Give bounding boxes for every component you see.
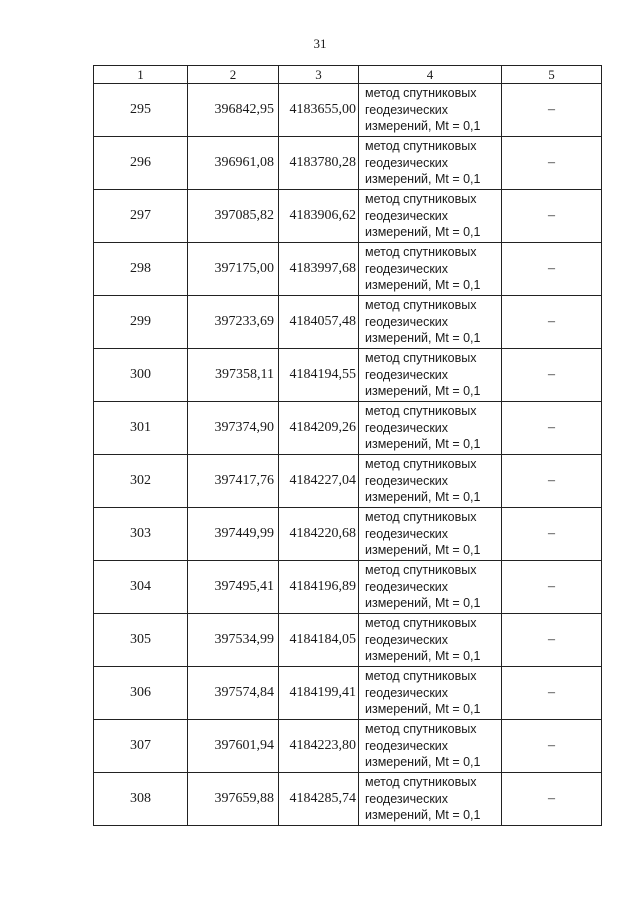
y-coordinate-cell: 4184223,80 <box>279 720 359 773</box>
method-text-line: метод спутниковых <box>365 669 477 684</box>
note-cell: – <box>502 614 602 667</box>
table-header-row <box>94 66 602 84</box>
table-body <box>94 84 602 826</box>
y-coordinate-cell: 4184209,26 <box>279 402 359 455</box>
point-number-cell: 299 <box>94 296 188 349</box>
x-coordinate-cell: 397574,84 <box>188 667 279 720</box>
y-coordinate-cell: 4184199,41 <box>279 667 359 720</box>
method-text-line: измерений, Mt = 0,1 <box>365 543 481 558</box>
point-number-cell: 301 <box>94 402 188 455</box>
table-row <box>94 508 602 561</box>
y-coordinate-cell: 4184184,05 <box>279 614 359 667</box>
method-cell <box>359 349 502 402</box>
method-text-line: измерений, Mt = 0,1 <box>365 596 481 611</box>
method-text-line: геодезических <box>365 155 449 170</box>
point-number-cell: 302 <box>94 455 188 508</box>
method-text-line: геодезических <box>365 102 449 117</box>
table-row <box>94 773 602 826</box>
y-coordinate-cell: 4183997,68 <box>279 243 359 296</box>
method-cell <box>359 455 502 508</box>
method-text-line: измерений, Mt = 0,1 <box>365 808 481 823</box>
table-header <box>94 66 602 84</box>
method-text-line: геодезических <box>365 420 449 435</box>
method-text-line: метод спутниковых <box>365 457 477 472</box>
x-coordinate-cell: 397233,69 <box>188 296 279 349</box>
method-text-line: метод спутниковых <box>365 404 477 419</box>
method-text-line: измерений, Mt = 0,1 <box>365 384 481 399</box>
table-row <box>94 349 602 402</box>
y-coordinate-cell: 4184194,55 <box>279 349 359 402</box>
method-text-line: измерений, Mt = 0,1 <box>365 437 481 452</box>
table-row <box>94 84 602 137</box>
method-text-line: метод спутниковых <box>365 86 477 101</box>
method-text-line: геодезических <box>365 579 449 594</box>
point-number-cell: 298 <box>94 243 188 296</box>
y-coordinate-cell: 4184196,89 <box>279 561 359 614</box>
x-coordinate-cell: 397449,99 <box>188 508 279 561</box>
y-coordinate-cell: 4184227,04 <box>279 455 359 508</box>
method-text-line: метод спутниковых <box>365 563 477 578</box>
point-number-cell: 300 <box>94 349 188 402</box>
point-number-cell: 305 <box>94 614 188 667</box>
note-cell: – <box>502 402 602 455</box>
note-cell: – <box>502 84 602 137</box>
method-cell <box>359 773 502 826</box>
method-text-line: измерений, Mt = 0,1 <box>365 119 481 134</box>
method-text-line: измерений, Mt = 0,1 <box>365 278 481 293</box>
y-coordinate-cell: 4183780,28 <box>279 137 359 190</box>
column-header-4: 4 <box>359 66 502 84</box>
method-text-line: геодезических <box>365 208 449 223</box>
x-coordinate-cell: 397495,41 <box>188 561 279 614</box>
table-row <box>94 614 602 667</box>
column-header-3: 3 <box>279 66 359 84</box>
table-row <box>94 296 602 349</box>
method-cell <box>359 137 502 190</box>
method-text-line: геодезических <box>365 314 449 329</box>
y-coordinate-cell: 4184057,48 <box>279 296 359 349</box>
method-text-line: геодезических <box>365 526 449 541</box>
method-text-line: измерений, Mt = 0,1 <box>365 225 481 240</box>
note-cell: – <box>502 349 602 402</box>
method-text-line: метод спутниковых <box>365 192 477 207</box>
point-number-cell: 308 <box>94 773 188 826</box>
method-text-line: метод спутниковых <box>365 775 477 790</box>
method-text-line: геодезических <box>365 685 449 700</box>
point-number-cell: 296 <box>94 137 188 190</box>
method-cell <box>359 508 502 561</box>
method-text-line: геодезических <box>365 473 449 488</box>
note-cell: – <box>502 667 602 720</box>
x-coordinate-cell: 396961,08 <box>188 137 279 190</box>
x-coordinate-cell: 397534,99 <box>188 614 279 667</box>
note-cell: – <box>502 296 602 349</box>
method-text-line: метод спутниковых <box>365 298 477 313</box>
note-cell: – <box>502 190 602 243</box>
x-coordinate-cell: 397175,00 <box>188 243 279 296</box>
column-header-2: 2 <box>188 66 279 84</box>
table-row <box>94 720 602 773</box>
x-coordinate-cell: 397374,90 <box>188 402 279 455</box>
method-cell <box>359 667 502 720</box>
method-cell <box>359 614 502 667</box>
table-row <box>94 561 602 614</box>
method-text-line: метод спутниковых <box>365 139 477 154</box>
point-number-cell: 304 <box>94 561 188 614</box>
method-text-line: измерений, Mt = 0,1 <box>365 490 481 505</box>
note-cell: – <box>502 561 602 614</box>
x-coordinate-cell: 397417,76 <box>188 455 279 508</box>
table-row <box>94 667 602 720</box>
coordinates-table <box>93 65 602 826</box>
note-cell: – <box>502 508 602 561</box>
method-text-line: геодезических <box>365 791 449 806</box>
method-cell <box>359 561 502 614</box>
x-coordinate-cell: 397601,94 <box>188 720 279 773</box>
page-number: 31 <box>313 36 327 51</box>
method-cell <box>359 243 502 296</box>
method-cell <box>359 296 502 349</box>
method-text-line: геодезических <box>365 738 449 753</box>
x-coordinate-cell: 397659,88 <box>188 773 279 826</box>
method-text-line: метод спутниковых <box>365 351 477 366</box>
method-cell <box>359 402 502 455</box>
table-row <box>94 402 602 455</box>
note-cell: – <box>502 720 602 773</box>
note-cell: – <box>502 137 602 190</box>
y-coordinate-cell: 4183655,00 <box>279 84 359 137</box>
method-text-line: метод спутниковых <box>365 616 477 631</box>
y-coordinate-cell: 4183906,62 <box>279 190 359 243</box>
method-text-line: измерений, Mt = 0,1 <box>365 649 481 664</box>
note-cell: – <box>502 455 602 508</box>
x-coordinate-cell: 397085,82 <box>188 190 279 243</box>
method-text-line: геодезических <box>365 261 449 276</box>
column-header-1: 1 <box>94 66 188 84</box>
y-coordinate-cell: 4184220,68 <box>279 508 359 561</box>
method-text-line: измерений, Mt = 0,1 <box>365 702 481 717</box>
method-text-line: геодезических <box>365 367 449 382</box>
method-text-line: геодезических <box>365 632 449 647</box>
y-coordinate-cell: 4184285,74 <box>279 773 359 826</box>
method-cell <box>359 190 502 243</box>
method-text-line: измерений, Mt = 0,1 <box>365 755 481 770</box>
x-coordinate-cell: 397358,11 <box>188 349 279 402</box>
note-cell: – <box>502 243 602 296</box>
method-text-line: метод спутниковых <box>365 510 477 525</box>
point-number-cell: 307 <box>94 720 188 773</box>
note-cell: – <box>502 773 602 826</box>
method-text-line: метод спутниковых <box>365 722 477 737</box>
column-header-5: 5 <box>502 66 602 84</box>
method-text-line: измерений, Mt = 0,1 <box>365 331 481 346</box>
table-row <box>94 455 602 508</box>
point-number-cell: 306 <box>94 667 188 720</box>
method-cell <box>359 84 502 137</box>
x-coordinate-cell: 396842,95 <box>188 84 279 137</box>
point-number-cell: 303 <box>94 508 188 561</box>
method-text-line: измерений, Mt = 0,1 <box>365 172 481 187</box>
table-row <box>94 190 602 243</box>
method-text-line: метод спутниковых <box>365 245 477 260</box>
point-number-cell: 295 <box>94 84 188 137</box>
table-row <box>94 243 602 296</box>
point-number-cell: 297 <box>94 190 188 243</box>
method-cell <box>359 720 502 773</box>
table-row <box>94 137 602 190</box>
